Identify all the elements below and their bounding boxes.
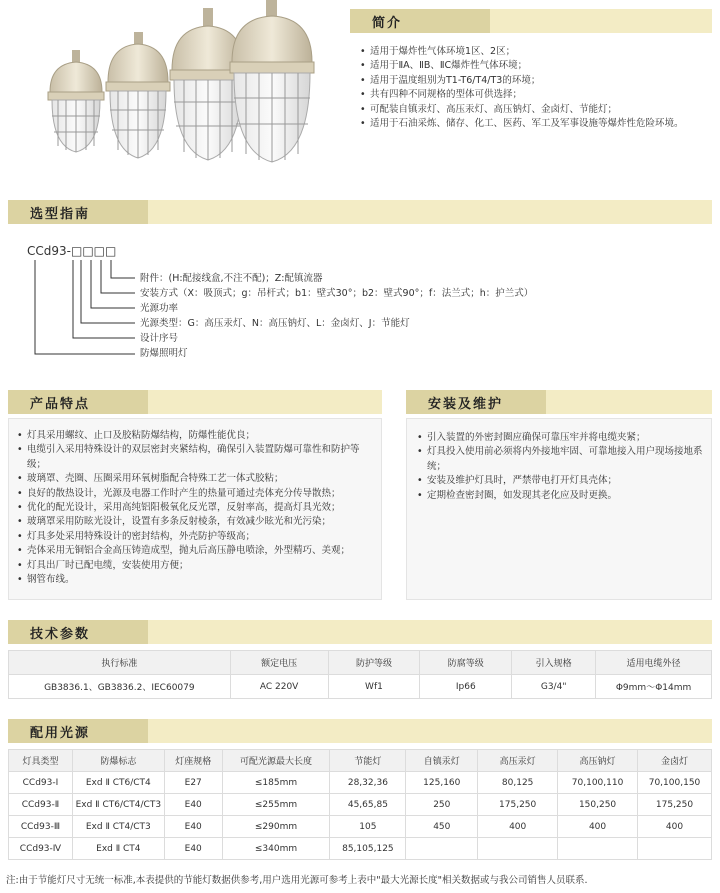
- table-cell: [638, 838, 712, 860]
- table-header: 额定电压: [230, 651, 328, 675]
- list-item: • 共有四种不同规格的型体可供选择；: [360, 88, 710, 102]
- table-header: 执行标准: [9, 651, 231, 675]
- list-item: • 玻璃罩、壳圈、压圈采用环氧树脂配合特殊工艺一体式胶粘；: [17, 472, 375, 486]
- features-panel: [8, 418, 382, 600]
- list-item: • 适用于石油采炼、储存、化工、医药、军工及军事设施等爆炸性危险环境。: [360, 117, 710, 131]
- light-header: [8, 719, 712, 743]
- model-code-diagram: [25, 260, 145, 360]
- table-cell: 85,105,125: [330, 838, 406, 860]
- features-title: 产品特点: [8, 390, 148, 414]
- table-header-row: [9, 750, 712, 772]
- list-item: • 玻璃罩采用防眩光设计，设置有多条反射棱条，有效减少眩光和光污染；: [17, 515, 375, 529]
- table-cell: 450: [406, 816, 478, 838]
- table-header: 高压汞灯: [478, 750, 558, 772]
- table-cell: E40: [164, 816, 222, 838]
- table-cell: E40: [164, 794, 222, 816]
- table-row: [9, 838, 712, 860]
- table-cell: Exd Ⅱ CT6/CT4/CT3: [72, 794, 164, 816]
- footnote: 注:由于节能灯尺寸无统一标准,本表提供的节能灯数据供参考,用户选用光源可参考上表中"最大光源长度"相关数据或与我公司销售人员联系.: [6, 875, 588, 886]
- list-item: • 适用于爆炸性气体环境1区、2区；: [360, 45, 710, 59]
- table-cell: Exd Ⅱ CT6/CT4: [72, 772, 164, 794]
- legend-item: 防爆照明灯: [140, 348, 188, 359]
- legend-item: 光源功率: [140, 303, 179, 314]
- table-cell: 175,250: [638, 794, 712, 816]
- legend-item: 设计序号: [140, 333, 179, 344]
- table-cell: ≤290mm: [222, 816, 330, 838]
- list-item: • 适用于ⅡA、ⅡB、ⅡC爆炸性气体环境；: [360, 59, 710, 73]
- list-item: • 灯具多处采用特殊设计的密封结构，外壳防护等级高；: [17, 530, 375, 544]
- tech-header: [8, 620, 712, 644]
- list-item: • 定期检查密封圈，如发现其老化应及时更换。: [417, 489, 705, 503]
- table-cell: ≤340mm: [222, 838, 330, 860]
- table-cell: Wf1: [328, 675, 420, 699]
- table-cell: Exd Ⅱ CT4: [72, 838, 164, 860]
- table-header: 灯座规格: [164, 750, 222, 772]
- list-item: • 可配装自镇汞灯、高压汞灯、高压钠灯、金卤灯、节能灯；: [360, 103, 710, 117]
- list-item: • 灯具投入使用前必须将内外接地牢固、可靠地接入用户现场接地系统；: [417, 445, 705, 474]
- list-item: • 引入装置的外密封圈应确保可靠压牢并将电缆夹紧；: [417, 431, 705, 445]
- table-cell: [478, 838, 558, 860]
- tech-table: [8, 650, 712, 699]
- table-cell: ≤255mm: [222, 794, 330, 816]
- lamp-4-icon: [230, 0, 314, 162]
- table-cell: 400: [478, 816, 558, 838]
- selection-title: 选型指南: [8, 200, 148, 224]
- table-row: [9, 675, 712, 699]
- table-header: 防腐等级: [420, 651, 512, 675]
- list-item: • 适用于温度组别为T1-T6/T4/T3的环境；: [360, 74, 710, 88]
- table-row: [9, 816, 712, 838]
- table-cell: CCd93-Ⅳ: [9, 838, 73, 860]
- table-cell: Exd Ⅱ CT4/CT3: [72, 816, 164, 838]
- lamp-2-icon: [106, 32, 170, 158]
- table-row: [9, 772, 712, 794]
- legend-item: 光源类型：G：高压汞灯、N：高压钠灯、L：金卤灯、J：节能灯: [140, 318, 410, 329]
- table-header: 可配光源最大长度: [222, 750, 330, 772]
- tech-title: 技术参数: [8, 620, 148, 644]
- table-cell: [558, 838, 638, 860]
- table-cell: GB3836.1、GB3836.2、IEC60079: [9, 675, 231, 699]
- table-cell: Ip66: [420, 675, 512, 699]
- table-cell: 80,125: [478, 772, 558, 794]
- table-cell: 150,250: [558, 794, 638, 816]
- install-title: 安装及维护: [406, 390, 546, 414]
- table-cell: CCd93-Ⅱ: [9, 794, 73, 816]
- intro-header: [350, 9, 712, 33]
- table-cell: 400: [638, 816, 712, 838]
- features-header: [8, 390, 382, 414]
- table-cell: AC 220V: [230, 675, 328, 699]
- table-cell: CCd93-Ⅲ: [9, 816, 73, 838]
- table-header: 引入规格: [512, 651, 596, 675]
- table-cell: 175,250: [478, 794, 558, 816]
- table-cell: 45,65,85: [330, 794, 406, 816]
- selection-legend: [140, 271, 560, 361]
- table-header: 灯具类型: [9, 750, 73, 772]
- table-cell: E27: [164, 772, 222, 794]
- install-header: [406, 390, 712, 414]
- table-header: 节能灯: [330, 750, 406, 772]
- table-cell: E40: [164, 838, 222, 860]
- list-item: • 安装及维护灯具时，严禁带电打开灯具壳体；: [417, 474, 705, 488]
- legend-item: 附件：(H:配接线盒,不注不配)；Z:配镇流器: [140, 273, 323, 284]
- intro-list: [360, 45, 710, 131]
- table-cell: [406, 838, 478, 860]
- selection-header: [8, 200, 712, 224]
- intro-title: 简介: [350, 9, 490, 33]
- table-cell: 28,32,36: [330, 772, 406, 794]
- lamp-1-icon: [48, 50, 104, 152]
- table-cell: 105: [330, 816, 406, 838]
- table-row: [9, 794, 712, 816]
- table-cell: 70,100,150: [638, 772, 712, 794]
- install-panel: [406, 418, 712, 600]
- list-item: • 壳体采用无铜铝合金高压铸造成型，抛丸后高压静电喷涂，外型精巧、美观；: [17, 544, 375, 558]
- table-cell: ≤185mm: [222, 772, 330, 794]
- product-lamps-image: [28, 0, 328, 170]
- table-cell: 400: [558, 816, 638, 838]
- table-cell: CCd93-Ⅰ: [9, 772, 73, 794]
- table-header: 金卤灯: [638, 750, 712, 772]
- light-title: 配用光源: [8, 719, 148, 743]
- model-code: CCd93-□□□□: [27, 244, 117, 258]
- table-header: 高压钠灯: [558, 750, 638, 772]
- list-item: • 灯具出厂时已配电缆，安装使用方便；: [17, 559, 375, 573]
- table-cell: Φ9mm～Φ14mm: [596, 675, 712, 699]
- light-table: [8, 749, 712, 860]
- list-item: • 钢管布线。: [17, 573, 375, 587]
- table-cell: 125,160: [406, 772, 478, 794]
- list-item: • 电缆引入采用特殊设计的双层密封夹紧结构，确保引入装置防爆可靠性和防护等级；: [17, 443, 375, 472]
- table-header: 自镇汞灯: [406, 750, 478, 772]
- table-header: 防爆标志: [72, 750, 164, 772]
- table-cell: 250: [406, 794, 478, 816]
- table-header: 防护等级: [328, 651, 420, 675]
- table-header: 适用电缆外径: [596, 651, 712, 675]
- list-item: • 良好的散热设计，光源及电器工作时产生的热量可通过壳体充分传导散热；: [17, 487, 375, 501]
- legend-item: 安装方式（X：吸顶式；g：吊杆式；b1：壁式30°；b2：壁式90°；f：法兰式；h：护兰式）: [140, 288, 534, 299]
- table-header-row: [9, 651, 712, 675]
- list-item: • 优化的配光设计，采用高纯铝阳极氧化反光罩，反射率高，提高灯具光效；: [17, 501, 375, 515]
- list-item: • 灯具采用螺纹、止口及胶粘防爆结构，防爆性能优良；: [17, 429, 375, 443]
- table-cell: G3/4": [512, 675, 596, 699]
- table-cell: 70,100,110: [558, 772, 638, 794]
